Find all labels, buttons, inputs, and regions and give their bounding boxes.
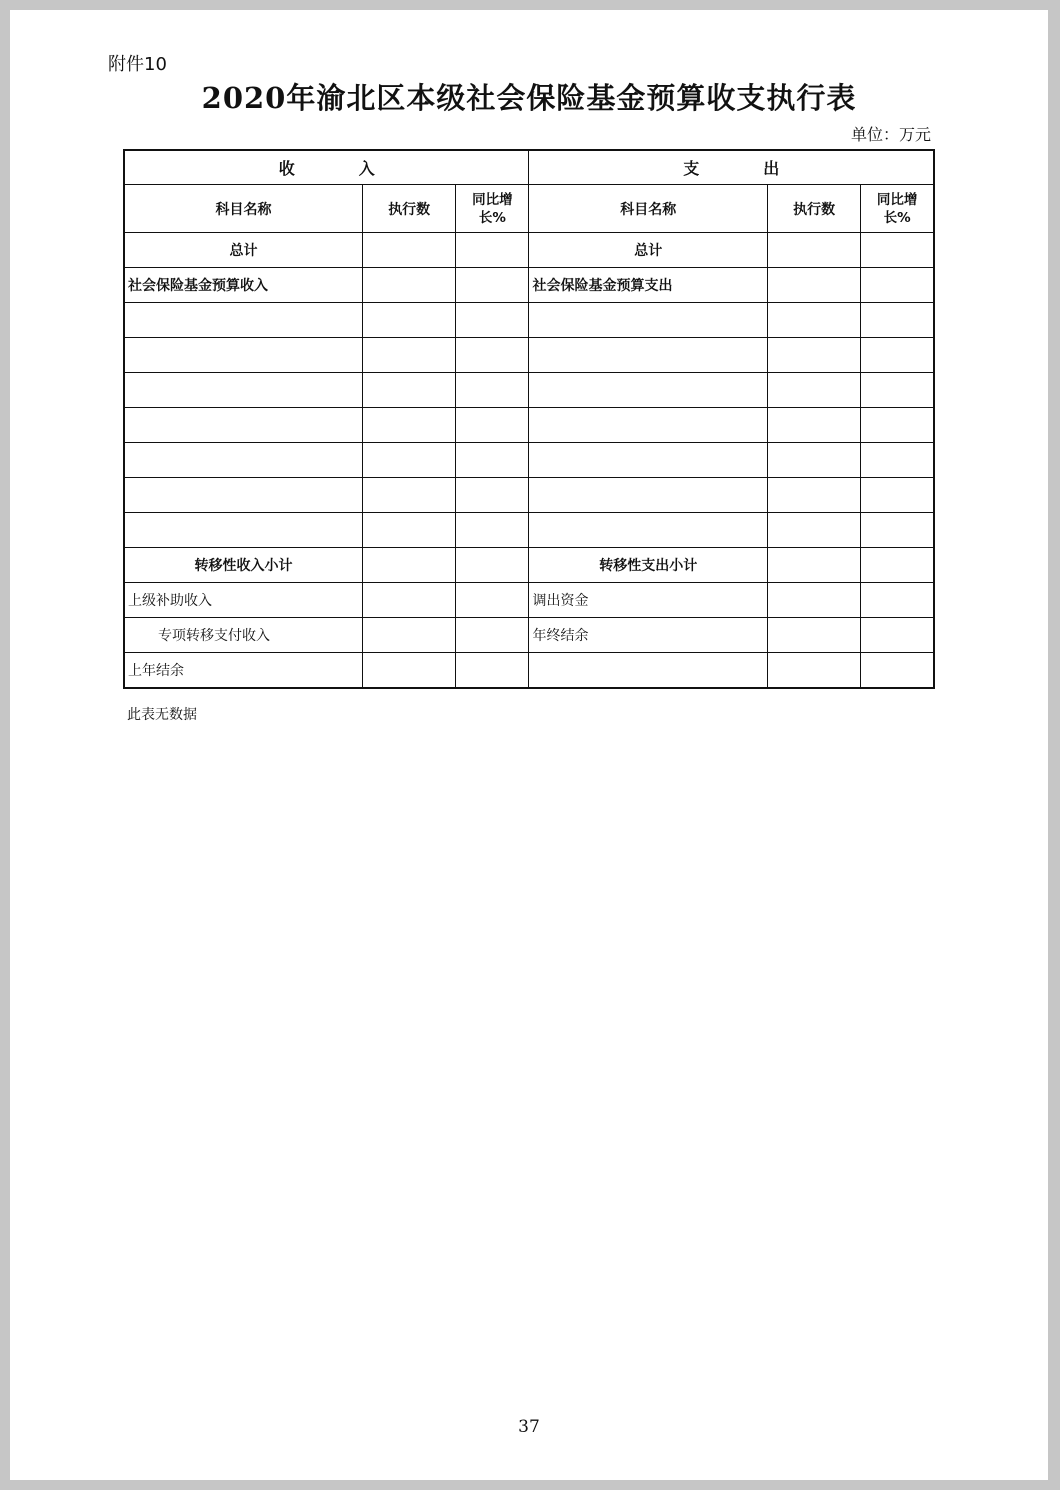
expense-section-header: 支 出 bbox=[529, 150, 934, 185]
expense-item bbox=[529, 513, 768, 548]
budget-execution-table bbox=[123, 149, 935, 689]
income-growth-cell bbox=[456, 548, 529, 583]
income-item: 上级补助收入 bbox=[124, 583, 363, 618]
expense-amount-cell bbox=[768, 583, 861, 618]
expense-growth-cell bbox=[861, 268, 934, 303]
expense-growth-cell bbox=[861, 373, 934, 408]
attachment-label: 附件10 bbox=[108, 54, 167, 75]
expense-amount-cell bbox=[768, 303, 861, 338]
income-amount-cell bbox=[363, 583, 456, 618]
expense-amount-cell bbox=[768, 338, 861, 373]
expense-amount-cell bbox=[768, 443, 861, 478]
column-header-row bbox=[124, 185, 934, 233]
income-growth-cell bbox=[456, 268, 529, 303]
income-amount-cell bbox=[363, 548, 456, 583]
income-name-header: 科目名称 bbox=[124, 185, 363, 233]
table-row bbox=[124, 338, 934, 373]
income-growth-cell bbox=[456, 583, 529, 618]
expense-amount-cell bbox=[768, 408, 861, 443]
expense-item: 转移性支出小计 bbox=[529, 548, 768, 583]
expense-amount-cell bbox=[768, 478, 861, 513]
expense-name-header: 科目名称 bbox=[529, 185, 768, 233]
income-amount-cell bbox=[363, 338, 456, 373]
income-amount-cell bbox=[363, 408, 456, 443]
table-row bbox=[124, 618, 934, 653]
expense-amount-header: 执行数 bbox=[768, 185, 861, 233]
expense-growth-cell bbox=[861, 548, 934, 583]
expense-item: 调出资金 bbox=[529, 583, 768, 618]
expense-item bbox=[529, 478, 768, 513]
document-title: 2020年渝北区本级社会保险基金预算收支执行表 bbox=[201, 81, 857, 115]
income-item bbox=[124, 303, 363, 338]
expense-amount-cell bbox=[768, 618, 861, 653]
table-row bbox=[124, 443, 934, 478]
income-amount-cell bbox=[363, 478, 456, 513]
income-growth-cell bbox=[456, 443, 529, 478]
table-row bbox=[124, 653, 934, 689]
expense-item: 总计 bbox=[529, 233, 768, 268]
income-amount-cell bbox=[363, 653, 456, 689]
table-note: 此表无数据 bbox=[127, 707, 197, 723]
income-growth-cell bbox=[456, 513, 529, 548]
expense-item: 社会保险基金预算支出 bbox=[529, 268, 768, 303]
income-item: 上年结余 bbox=[124, 653, 363, 689]
income-growth-cell bbox=[456, 338, 529, 373]
table-row bbox=[124, 583, 934, 618]
income-growth-cell bbox=[456, 478, 529, 513]
expense-growth-cell bbox=[861, 443, 934, 478]
income-item: 总计 bbox=[124, 233, 363, 268]
expense-growth-cell bbox=[861, 233, 934, 268]
expense-growth-cell bbox=[861, 408, 934, 443]
expense-growth-cell bbox=[861, 653, 934, 689]
income-item bbox=[124, 408, 363, 443]
expense-growth-cell bbox=[861, 513, 934, 548]
table-row bbox=[124, 478, 934, 513]
expense-growth-cell bbox=[861, 303, 934, 338]
expense-growth-cell bbox=[861, 618, 934, 653]
expense-growth-header: 同比增长% bbox=[861, 185, 934, 233]
table-row bbox=[124, 548, 934, 583]
section-header-row bbox=[124, 150, 934, 185]
income-amount-cell bbox=[363, 513, 456, 548]
expense-item bbox=[529, 408, 768, 443]
income-item: 专项转移支付收入 bbox=[124, 618, 363, 653]
expense-item bbox=[529, 338, 768, 373]
expense-amount-cell bbox=[768, 653, 861, 689]
expense-item bbox=[529, 443, 768, 478]
expense-item bbox=[529, 653, 768, 689]
income-item bbox=[124, 338, 363, 373]
income-amount-header: 执行数 bbox=[363, 185, 456, 233]
expense-item bbox=[529, 373, 768, 408]
income-growth-cell bbox=[456, 408, 529, 443]
income-item bbox=[124, 443, 363, 478]
income-amount-cell bbox=[363, 443, 456, 478]
income-item bbox=[124, 513, 363, 548]
expense-growth-cell bbox=[861, 478, 934, 513]
page-number: 37 bbox=[518, 1417, 540, 1437]
table-row bbox=[124, 268, 934, 303]
table-row bbox=[124, 373, 934, 408]
expense-amount-cell bbox=[768, 373, 861, 408]
income-section-header: 收 入 bbox=[124, 150, 529, 185]
income-item bbox=[124, 478, 363, 513]
income-item bbox=[124, 373, 363, 408]
table-row bbox=[124, 303, 934, 338]
income-item: 转移性收入小计 bbox=[124, 548, 363, 583]
income-growth-header: 同比增长% bbox=[456, 185, 529, 233]
income-amount-cell bbox=[363, 303, 456, 338]
income-growth-cell bbox=[456, 373, 529, 408]
income-growth-cell bbox=[456, 303, 529, 338]
expense-amount-cell bbox=[768, 233, 861, 268]
income-amount-cell bbox=[363, 618, 456, 653]
income-item: 社会保险基金预算收入 bbox=[124, 268, 363, 303]
expense-item bbox=[529, 303, 768, 338]
expense-growth-cell bbox=[861, 338, 934, 373]
income-growth-cell bbox=[456, 618, 529, 653]
unit-label: 单位：万元 bbox=[850, 125, 931, 144]
table-row bbox=[124, 233, 934, 268]
table-row bbox=[124, 408, 934, 443]
table-row bbox=[124, 513, 934, 548]
income-amount-cell bbox=[363, 268, 456, 303]
income-growth-cell bbox=[456, 653, 529, 689]
expense-item: 年终结余 bbox=[529, 618, 768, 653]
income-amount-cell bbox=[363, 373, 456, 408]
expense-amount-cell bbox=[768, 548, 861, 583]
expense-amount-cell bbox=[768, 513, 861, 548]
income-amount-cell bbox=[363, 233, 456, 268]
income-growth-cell bbox=[456, 233, 529, 268]
expense-amount-cell bbox=[768, 268, 861, 303]
document-page bbox=[10, 10, 1048, 1480]
expense-growth-cell bbox=[861, 583, 934, 618]
